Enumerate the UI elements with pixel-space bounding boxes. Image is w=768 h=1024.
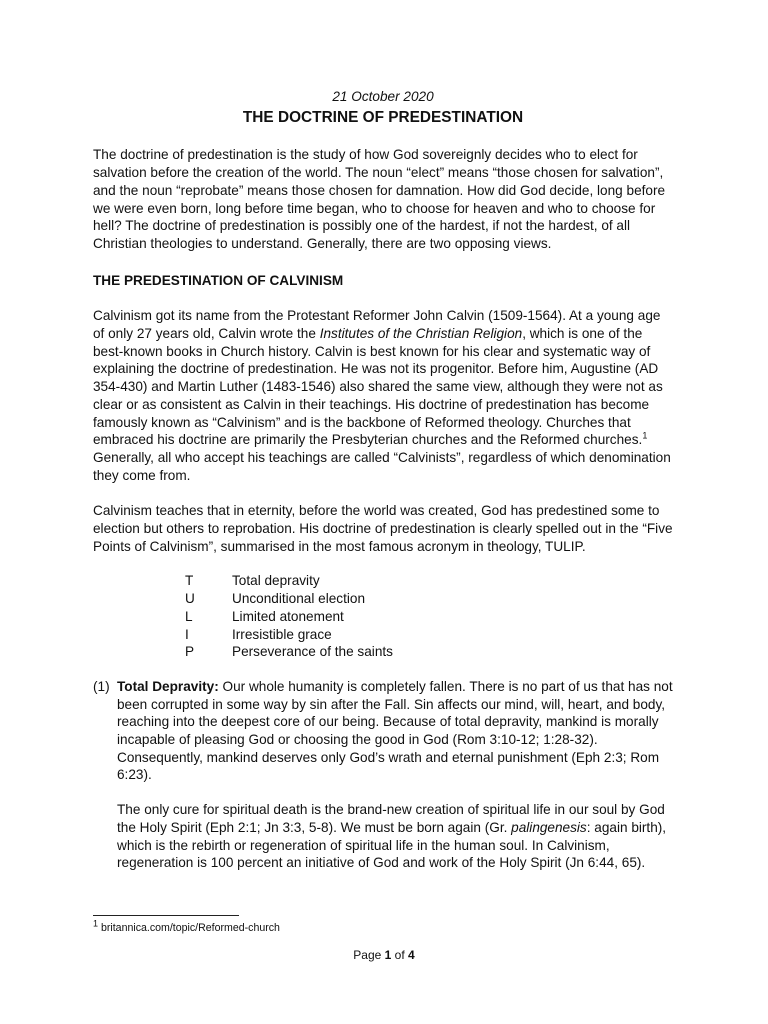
point-title: Total Depravity: [117,678,219,694]
point-number: (1) [93,678,110,694]
list-item [185,643,673,661]
document-page [93,88,673,872]
tulip-text: Irresistible grace [232,626,332,642]
footnote-text: britannica.com/topic/Reformed-church [98,922,280,934]
tulip-letter: I [185,626,189,642]
point-paragraph [117,678,673,784]
tulip-letter: T [185,573,194,589]
tulip-letter: P [185,644,195,660]
tulip-letter: L [185,608,193,624]
intro-paragraph: The doctrine of predestination is the study of how God sovereignly decides who to elect for salvation before the creation of the world. The noun “elect” means “those chosen for salvation”, and the noun “reprobate” means those chosen for damnation. How did God decide, long before we were even born, long before time began, who to choose for heaven and who to choose for hell? The doctrine of predestination is possibly one of the hardest, if not the hardest, of all Christian theologies to understand. Generally, there are two opposing views. [93,147,666,251]
list-item [185,608,673,626]
page-middle: of [391,948,409,962]
greek-word: palingenesis [511,819,587,835]
tulip-text: Limited atonement [232,608,344,624]
tulip-letter: U [185,591,195,607]
list-item [185,626,673,644]
document-title: THE DOCTRINE OF PREDESTINATION [242,108,524,126]
point-total-depravity [93,678,673,784]
calvinism-paragraph-1 [93,307,673,484]
point-text-a: The only cure for spiritual death is the brand-new creation of spiritual life in our soul by God the Holy Spirit (Eph 2:1; Jn 3:3, 5-8). We must be born again (Gr. [117,802,665,835]
point-text: Our whole humanity is completely fallen. There is no part of us that has not been corrupted in some way by sin after the Fall. Sin affects our mind, will, heart, and body, reaching into the deepest core of our being. Because of total depravity, mankind is morally incapable of pleasing God or choosing the good in God (Rom 3:10-12; 1:28-32). Consequently, mankind deserves only God’s wrath and eternal punishment (Eph 2:3; Rom 6:23). [117,678,673,783]
footnote-divider [93,915,239,916]
tulip-list [185,572,673,660]
page-prefix: Page [353,948,385,962]
calvinism-text-b: , which is one of the best-known books in Church history. Calvin is best known for his clear and systematic way of explaining the doctrine of predestination. He was not its progenitor. Before him, Augustine (AD 354-430) and Martin Luther (1483-1546) also shared the same view, although they were not as clear or as consistent as Calvin in their teachings. His doctrine of predestination has become famously known as “Calvinism” and is the backbone of Reformed theology. Churches that embraced his doctrine are primarily the Presbyterian churches and the Reformed churches. [93,326,663,448]
tulip-text: Unconditional election [232,591,366,607]
tulip-text: Perseverance of the saints [232,644,393,660]
page-total: 4 [408,948,415,962]
page-number [0,947,768,965]
calvinism-text-c: Generally, all who accept his teachings are called “Calvinists”, regardless of which denomination they come from. [93,449,671,483]
calvinism-paragraph-2: Calvinism teaches that in eternity, before the world was created, God has predestined some to election but others to reprobation. His doctrine of predestination is clearly spelled out in the “Five Points of Calvinism”, summarised in the most famous acronym in theology, TULIP. [93,503,673,554]
footnote-marker: 1 [93,918,99,929]
document-date: 21 October 2020 [332,89,434,104]
list-item [185,572,673,590]
page-current: 1 [384,948,392,962]
tulip-text: Total depravity [232,573,320,589]
calvinism-text-a: Calvinism got its name from the Protestant Reformer John Calvin (1509-1564). At a young age of only 27 years old, Calvin wrote the [93,308,661,342]
point-text-b: : again birth), which is the rebirth or regeneration of spiritual life in the human soul. In Calvinism, regeneration is 100 percent an initiative of God and work of the Holy Spirit (Jn 6:44, 65). [117,819,667,871]
list-item [185,590,673,608]
footnote-reference[interactable]: 1 [642,430,648,441]
book-title: Institutes of the Christian Religion [319,326,523,342]
footnote [93,920,280,938]
point-paragraph-2 [117,801,673,872]
section-heading: THE PREDESTINATION OF CALVINISM [93,272,344,288]
